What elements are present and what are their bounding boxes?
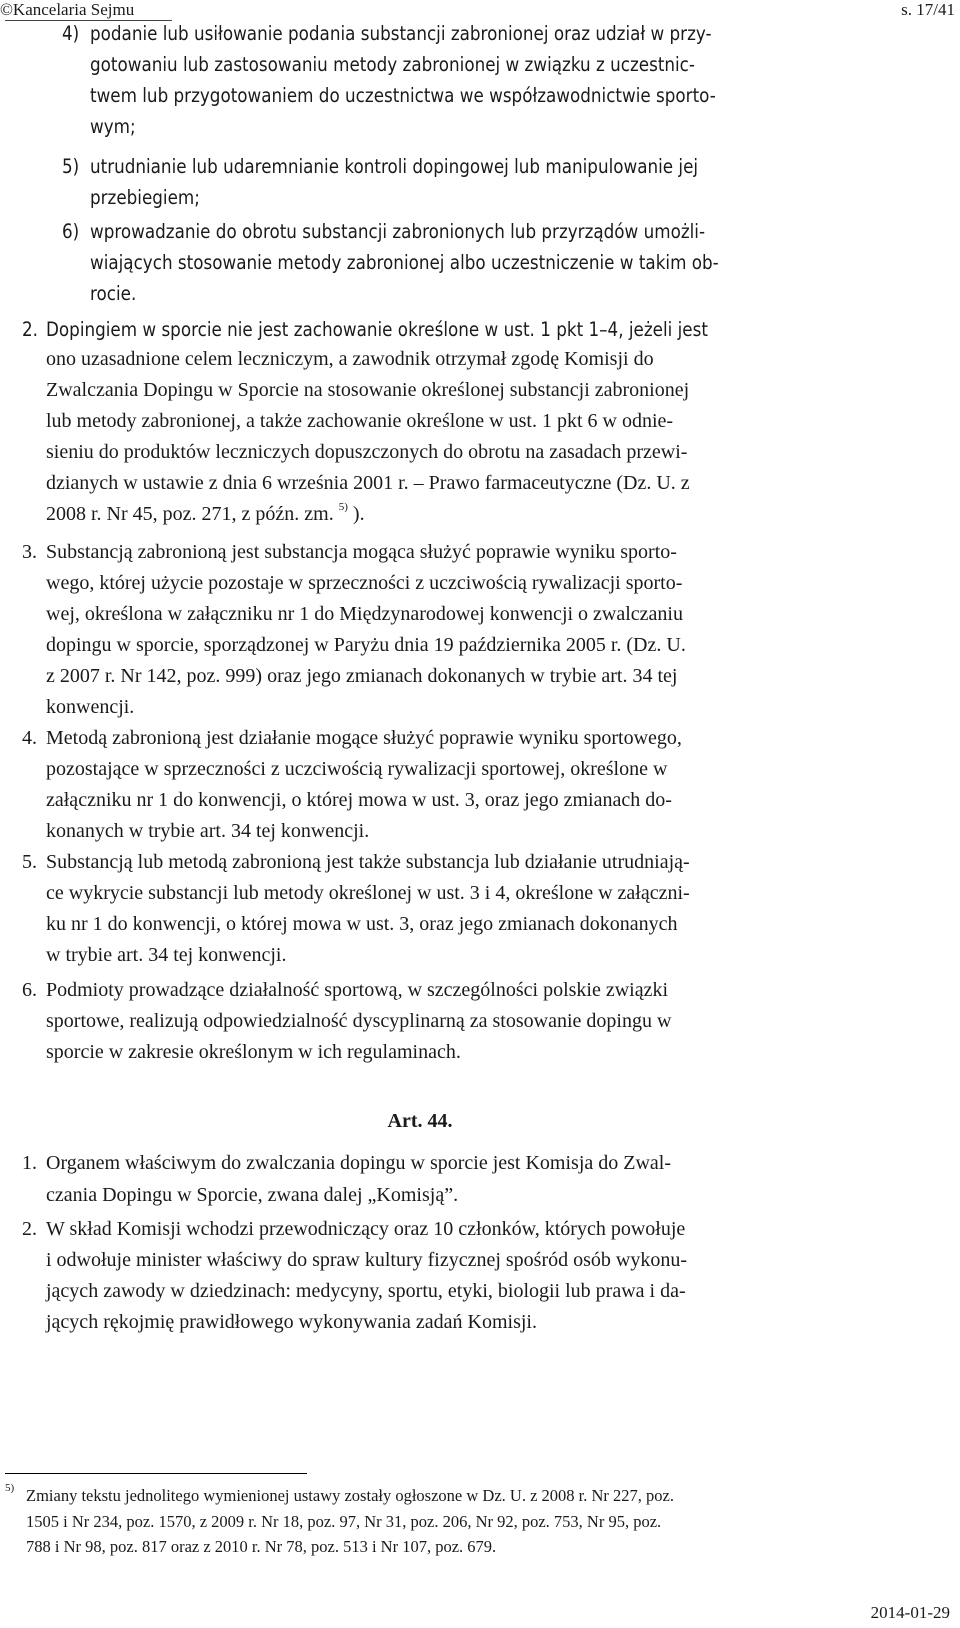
paragraph-number: 6. [22, 979, 37, 1001]
list-item-line: rocie. [90, 282, 137, 305]
list-item-line: wym; [90, 115, 136, 138]
paragraph-line: Substancją lub metodą zabronioną jest także substancja lub działanie utrudniają- [46, 851, 690, 873]
paragraph-number: 2. [22, 1218, 37, 1240]
paragraph-line: Substancją zabronioną jest substancja mogąca służyć poprawie wyniku sporto- [46, 541, 677, 563]
paragraph-line [46, 503, 365, 526]
paragraph-line-text: 2008 r. Nr 45, poz. 271, z późn. zm. [46, 503, 339, 525]
paragraph-line: jących zawody w dziedzinach: medycyny, sportu, etyki, biologii lub prawa i da- [46, 1280, 686, 1302]
footnote-separator [5, 1473, 307, 1474]
paragraph-number: 5. [22, 851, 37, 873]
list-item-line: utrudnianie lub udaremnianie kontroli dopingowej lub manipulowanie jej [90, 155, 699, 178]
paragraph-line: Podmioty prowadzące działalność sportową, w szczególności polskie związki [46, 979, 669, 1001]
paragraph-line: sieniu do produktów leczniczych dopuszczonych do obrotu na zasadach przewi- [46, 441, 688, 463]
document-date: 2014-01-29 [870, 1603, 950, 1622]
list-item-line: przebiegiem; [90, 186, 200, 209]
paragraph-line: konwencji. [46, 696, 135, 718]
paragraph-number: 1. [22, 1152, 37, 1174]
paragraph-line: ku nr 1 do konwencji, o której mowa w ust. 3, oraz jego zmianach dokonanych [46, 913, 678, 935]
paragraph-line: Metodą zabronioną jest działanie mogące służyć poprawie wyniku sportowego, [46, 727, 682, 749]
page-number: s. 17/41 [901, 0, 955, 19]
paragraph-line: z 2007 r. Nr 142, poz. 999) oraz jego zmianach dokonanych w trybie art. 34 tej [46, 665, 678, 687]
paragraph-line: wego, której użycie pozostaje w sprzeczności z uczciwością rywalizacji sporto- [46, 572, 683, 594]
list-item-number: 5) [62, 155, 80, 178]
footnote-reference[interactable]: 5) [338, 501, 348, 514]
paragraph-line: dzianych w ustawie z dnia 6 września 2001 r. – Prawo farmaceutyczne (Dz. U. z [46, 472, 690, 494]
list-item-number: 4) [62, 22, 80, 45]
paragraph-number: 4. [22, 727, 37, 749]
paragraph-line: Organem właściwym do zwalczania dopingu w sporcie jest Komisja do Zwal- [46, 1152, 672, 1174]
paragraph-line: Zwalczania Dopingu w Sporcie na stosowanie określonej substancji zabronionej [46, 379, 690, 401]
list-item-line: wprowadzanie do obrotu substancji zabronionych lub przyrządów umożli- [90, 220, 706, 243]
paragraph-line: i odwołuje minister właściwy do spraw kultury fizycznej spośród osób wykonu- [46, 1249, 688, 1271]
footnote-line: 1505 i Nr 234, poz. 1570, z 2009 r. Nr 18, poz. 97, Nr 31, poz. 206, Nr 92, poz. 753, Nr 95, poz. [26, 1512, 662, 1531]
list-item-line: gotowaniu lub zastosowaniu metody zabronionej w związku z uczestnic- [90, 53, 695, 76]
paragraph-number: 3. [22, 541, 37, 563]
paragraph-line: ce wykrycie substancji lub metody określonej w ust. 3 i 4, określone w załączni- [46, 882, 690, 904]
paragraph-line: ono uzasadnione celem leczniczym, a zawodnik otrzymał zgodę Komisji do [46, 348, 654, 370]
paragraph-line: pozostające w sprzeczności z uczciwością rywalizacji sportowej, określone w [46, 758, 668, 780]
footnote-line: Zmiany tekstu jednolitego wymienionej ustawy zostały ogłoszone w Dz. U. z 2008 r. Nr 227, poz. [26, 1486, 674, 1505]
paragraph-number: 2. [22, 318, 39, 341]
paragraph-line: w trybie art. 34 tej konwencji. [46, 944, 287, 966]
list-item-line: twem lub przygotowaniem do uczestnictwa we współzawodnictwie sporto- [90, 84, 716, 107]
paragraph-line: jących rękojmię prawidłowego wykonywania zadań Komisji. [46, 1311, 537, 1333]
paragraph-line: konanych w trybie art. 34 tej konwencji. [46, 820, 370, 842]
paragraph-line: Dopingiem w sporcie nie jest zachowanie określone w ust. 1 pkt 1–4, jeżeli jest [46, 318, 708, 341]
paragraph-line: sportowe, realizują odpowiedzialność dyscyplinarną za stosowanie dopingu w [46, 1010, 672, 1032]
paragraph-line-end: ). [347, 503, 365, 525]
paragraph-line: W skład Komisji wchodzi przewodniczący oraz 10 członków, których powołuje [46, 1218, 686, 1240]
list-item-line: podanie lub usiłowanie podania substancji zabronionej oraz udział w przy- [90, 22, 712, 45]
copyright-label: ©Kancelaria Sejmu [0, 0, 135, 19]
footnote-marker: 5) [5, 1482, 15, 1494]
paragraph-line: czania Dopingu w Sporcie, zwana dalej „Komisją”. [46, 1184, 459, 1206]
paragraph-line: wej, określona w załączniku nr 1 do Międzynarodowej konwencji o zwalczaniu [46, 603, 683, 625]
article-heading: Art. 44. [387, 1110, 453, 1132]
paragraph-line: lub metody zabronionej, a także zachowanie określone w ust. 1 pkt 6 w odnie- [46, 410, 674, 432]
footnote-line: 788 i Nr 98, poz. 817 oraz z 2010 r. Nr 78, poz. 513 i Nr 107, poz. 679. [26, 1537, 497, 1556]
paragraph-line: sporcie w zakresie określonym w ich regulaminach. [46, 1041, 461, 1063]
paragraph-line: załączniku nr 1 do konwencji, o której mowa w ust. 3, oraz jego zmianach do- [46, 789, 672, 811]
list-item-number: 6) [62, 220, 80, 243]
list-item-line: wiających stosowanie metody zabronionej albo uczestniczenie w takim ob- [90, 251, 719, 274]
header-underline [5, 20, 172, 21]
paragraph-line: dopingu w sporcie, sporządzonej w Paryżu dnia 19 października 2005 r. (Dz. U. [46, 634, 686, 656]
